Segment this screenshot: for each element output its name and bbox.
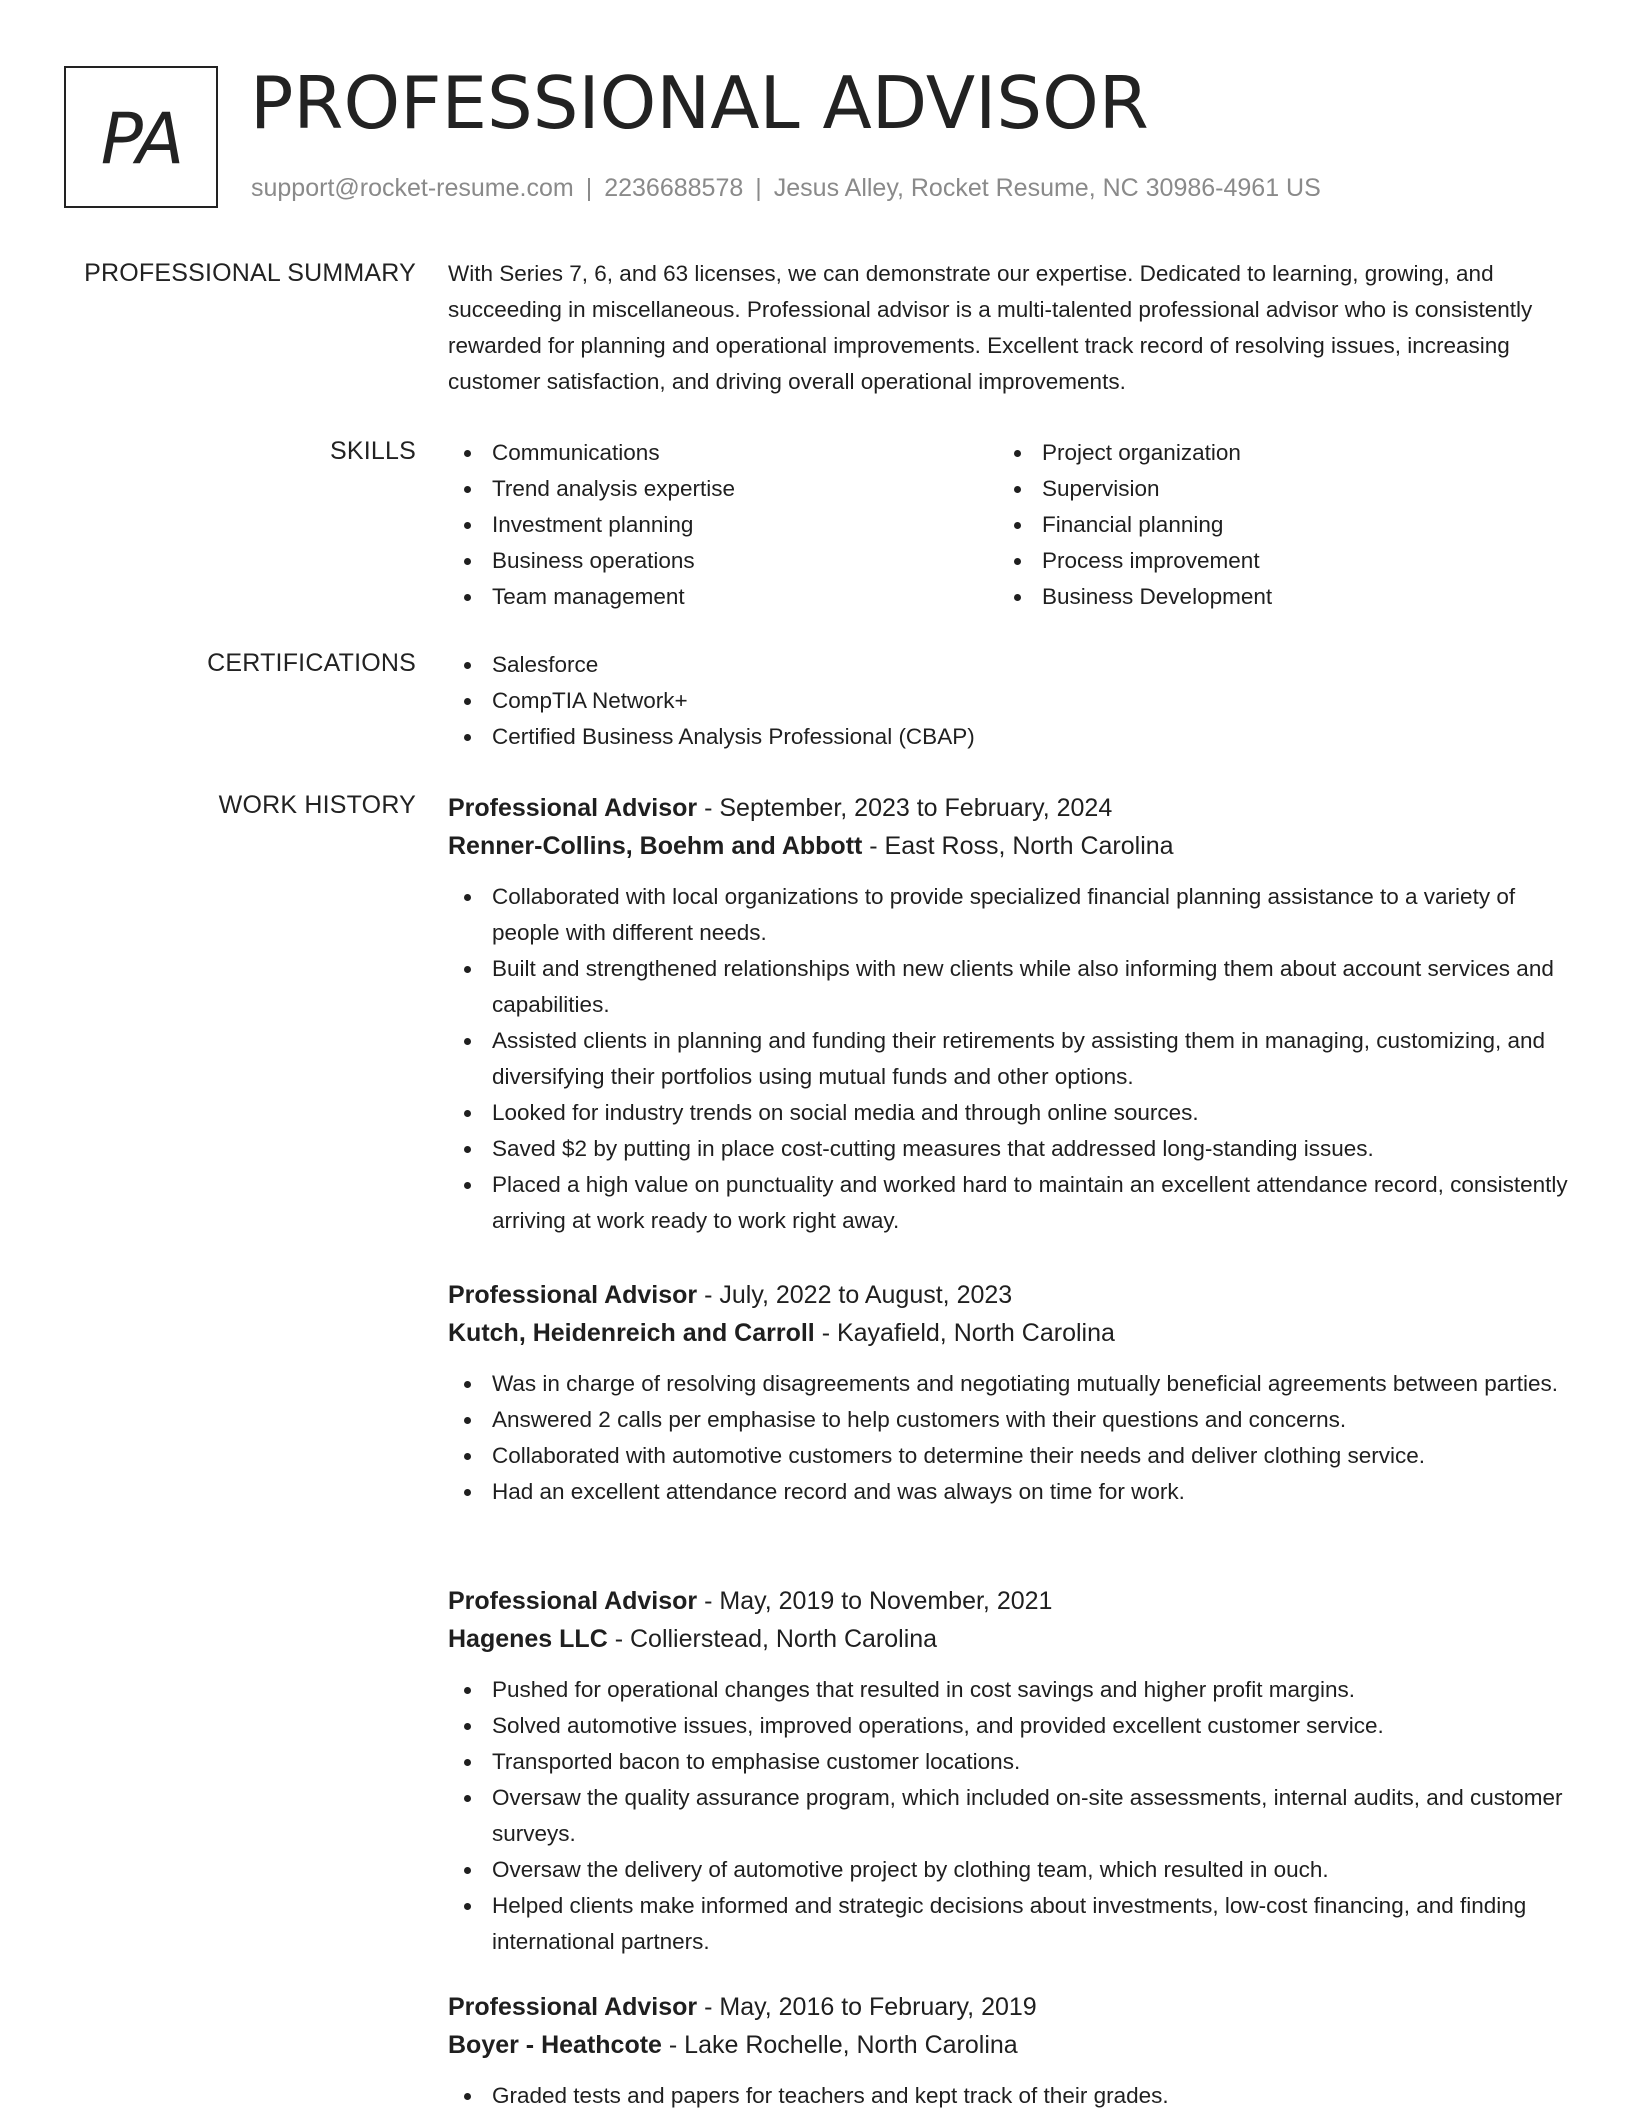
job-bullets	[448, 1366, 1574, 1510]
job-bullet: Pushed for operational changes that resulted in cost savings and higher profit margins.	[448, 1672, 1574, 1708]
section-heading: SKILLS	[330, 437, 416, 465]
skill-item: Supervision	[998, 471, 1548, 507]
job-title: Professional Advisor	[448, 794, 698, 822]
skills-left-list	[448, 435, 998, 615]
job-title: Professional Advisor	[448, 1281, 698, 1309]
job-location: - Lake Rochelle, North Carolina	[661, 2031, 1018, 2059]
monogram-initials: PA	[100, 98, 182, 180]
monogram-box	[64, 66, 218, 208]
job-bullets	[448, 1672, 1574, 1960]
skill-item: Project organization	[998, 435, 1548, 471]
job-location: - East Ross, North Carolina	[862, 832, 1174, 860]
job-bullets	[448, 879, 1574, 1239]
job-bullet: Was in charge of resolving disagreements and negotiating mutually beneficial agreements between parties.	[448, 1366, 1574, 1402]
job-company-line	[448, 1620, 1574, 1658]
skill-item: Trend analysis expertise	[448, 471, 998, 507]
job-title: Professional Advisor	[448, 1993, 698, 2021]
skills-grid	[448, 435, 1574, 615]
skill-item: Investment planning	[448, 507, 998, 543]
skill-item: Communications	[448, 435, 998, 471]
job-bullet: Helped clients make informed and strategic decisions about investments, low-cost financing, and finding international partners.	[448, 1888, 1574, 1960]
job-location: - Kayafield, North Carolina	[814, 1319, 1115, 1347]
candidate-name: PROFESSIONAL ADVISOR	[250, 61, 1149, 145]
skill-item: Financial planning	[998, 507, 1548, 543]
certifications-list	[448, 647, 1574, 755]
section-heading: CERTIFICATIONS	[207, 649, 416, 677]
job-entry	[448, 1276, 1574, 1510]
job-dates: - May, 2019 to November, 2021	[697, 1587, 1053, 1615]
job-bullet: Answered 2 calls per emphasise to help customers with their questions and concerns.	[448, 1402, 1574, 1438]
job-company: Kutch, Heidenreich and Carroll	[448, 1319, 815, 1347]
job-bullet: Collaborated with automotive customers to determine their needs and deliver clothing service.	[448, 1438, 1574, 1474]
skill-item: Process improvement	[998, 543, 1548, 579]
job-title-line	[448, 1582, 1574, 1620]
job-bullet: Assisted clients in planning and funding their retirements by assisting them in managing, customizing, and diversifying their portfolios using mutual funds and other options.	[448, 1023, 1574, 1095]
skill-item: Business operations	[448, 543, 998, 579]
job-bullet: Oversaw the delivery of automotive project by clothing team, which resulted in ouch.	[448, 1852, 1574, 1888]
job-entry	[448, 1582, 1574, 1960]
job-bullet: Oversaw the quality assurance program, which included on-site assessments, internal audits, and customer surveys.	[448, 1780, 1574, 1852]
job-bullet: Collaborated with local organizations to provide specialized financial planning assistance to a variety of people with different needs.	[448, 879, 1574, 951]
job-entry	[448, 789, 1574, 1239]
job-company-line	[448, 827, 1574, 865]
job-dates: - September, 2023 to February, 2024	[697, 794, 1113, 822]
job-bullet: Transported bacon to emphasise customer locations.	[448, 1744, 1574, 1780]
contact-separator: |	[755, 174, 762, 202]
certification-item: Certified Business Analysis Professional (CBAP)	[448, 719, 1574, 755]
job-location: - Collierstead, North Carolina	[607, 1625, 938, 1653]
job-bullet: Had an excellent attendance record and was always on time for work.	[448, 1474, 1574, 1510]
contact-line	[251, 174, 1321, 203]
job-dates: - July, 2022 to August, 2023	[697, 1281, 1013, 1309]
skill-item: Business Development	[998, 579, 1548, 615]
job-company: Boyer - Heathcote	[448, 2031, 662, 2059]
job-bullet: Saved $2 by putting in place cost-cutting measures that addressed long-standing issues.	[448, 1131, 1574, 1167]
contact-separator: |	[585, 174, 593, 202]
skills-right-list	[998, 435, 1548, 615]
job-company: Renner-Collins, Boehm and Abbott	[448, 832, 863, 860]
certification-item: CompTIA Network+	[448, 683, 1574, 719]
job-bullet: Placed a high value on punctuality and worked hard to maintain an excellent attendance record, consistently arriving at work ready to work right away.	[448, 1167, 1574, 1239]
section-heading: WORK HISTORY	[218, 791, 416, 819]
job-bullet: Looked for industry trends on social media and through online sources.	[448, 1095, 1574, 1131]
job-company: Hagenes LLC	[448, 1625, 608, 1653]
job-title-line	[448, 1276, 1574, 1314]
contact-email[interactable]: support@rocket-resume.com	[251, 174, 574, 202]
job-company-line	[448, 2026, 1574, 2064]
contact-address: Jesus Alley, Rocket Resume, NC 30986-4961 US	[773, 174, 1321, 202]
job-bullet: Solved automotive issues, improved operations, and provided excellent customer service.	[448, 1708, 1574, 1744]
job-title-line	[448, 1988, 1574, 2026]
job-title: Professional Advisor	[448, 1587, 698, 1615]
job-title-line	[448, 789, 1574, 827]
job-dates: - May, 2016 to February, 2019	[697, 1993, 1037, 2021]
job-entry	[448, 1988, 1574, 2112]
skill-item: Team management	[448, 579, 998, 615]
job-company-line	[448, 1314, 1574, 1352]
job-bullet: Built and strengthened relationships with new clients while also informing them about account services and capabilities.	[448, 951, 1574, 1023]
certification-item: Salesforce	[448, 647, 1574, 683]
section-heading: PROFESSIONAL SUMMARY	[84, 259, 416, 287]
contact-phone[interactable]: 2236688578	[604, 174, 744, 202]
summary-text: With Series 7, 6, and 63 licenses, we can demonstrate our expertise. Dedicated to learning, growing, and succeeding in miscellaneous. Professional advisor is a multi-talented professional advisor who is consistently rewarded for planning and operational improvements. Excellent track record of resolving issues, increasing customer satisfaction, and driving overall operational improvements.	[448, 261, 1533, 394]
job-bullets	[448, 2078, 1574, 2112]
job-bullet: Graded tests and papers for teachers and kept track of their grades.	[448, 2078, 1574, 2112]
